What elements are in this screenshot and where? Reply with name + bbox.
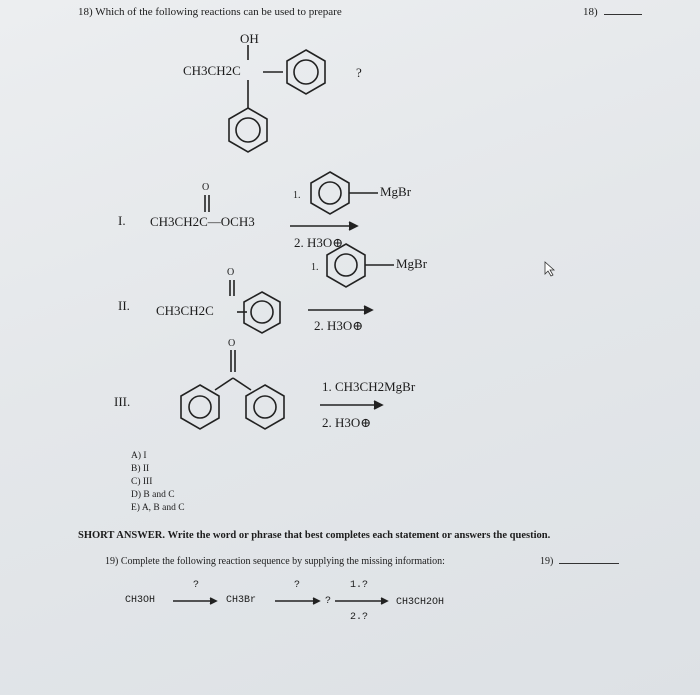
roman-I: I. xyxy=(118,213,126,228)
target-chain: CH3CH2C xyxy=(183,63,241,78)
target-oh: OH xyxy=(240,31,259,46)
question-18-text: 18) Which of the following reactions can be used to prepare xyxy=(78,6,342,18)
short-answer-header xyxy=(78,530,550,541)
phenyl-ring-I xyxy=(311,172,349,214)
step1-II: 1. xyxy=(311,262,319,273)
seq-start: CH3OH xyxy=(125,595,156,606)
target-question-mark: ? xyxy=(356,65,362,80)
reagent-I: MgBr xyxy=(380,184,412,199)
choice-d[interactable]: D) B and C xyxy=(131,490,175,500)
substrate-II: CH3CH2C xyxy=(156,303,214,318)
question-18-number: 18) xyxy=(583,6,598,18)
phenyl-ring-target-right xyxy=(287,50,325,94)
question-19-answer-slot xyxy=(540,556,619,567)
aromatic-circle-I xyxy=(319,182,341,204)
seq-q2: ? xyxy=(294,580,301,591)
phenyl-ring-III-right xyxy=(246,385,284,429)
short-answer-heading: SHORT ANSWER. xyxy=(78,530,165,541)
substrate-I: CH3CH2C—OCH3 xyxy=(150,214,255,229)
roman-III: III. xyxy=(114,394,131,409)
aromatic-circle-II-reagent xyxy=(335,254,357,276)
step1-III: 1. CH3CH2MgBr xyxy=(322,379,416,394)
phenyl-ring-target-bottom xyxy=(229,108,267,152)
phenyl-ring-III-left xyxy=(181,385,219,429)
aromatic-circle-target-right xyxy=(294,60,318,84)
choice-c[interactable]: C) III xyxy=(131,477,153,487)
step2-II: 2. H3O⊕ xyxy=(314,318,364,333)
phenyl-ring-II xyxy=(244,292,280,333)
seq-product: CH3CH2OH xyxy=(396,597,445,608)
roman-II: II. xyxy=(118,298,130,313)
seq-mid1: CH3Br xyxy=(226,595,257,606)
aromatic-circle-III-left xyxy=(189,396,211,418)
answer-choices xyxy=(131,450,185,515)
carbonyl-o-III: O xyxy=(228,338,236,349)
short-answer-instruction: Write the word or phrase that best completes each statement or answers the question. xyxy=(167,530,551,541)
step2-I: 2. H3O⊕ xyxy=(294,235,344,250)
aromatic-circle-III-right xyxy=(254,396,276,418)
aromatic-circle-II xyxy=(251,301,273,323)
cursor-icon xyxy=(545,262,554,276)
carbonyl-o-II: O xyxy=(227,267,235,278)
choice-e[interactable]: E) A, B and C xyxy=(131,503,185,513)
answer-blank-19[interactable] xyxy=(559,563,619,564)
choice-a[interactable]: A) I xyxy=(131,451,147,461)
aromatic-circle-target-bottom xyxy=(236,118,260,142)
step2-III: 2. H3O⊕ xyxy=(322,415,372,430)
question-19-number: 19) xyxy=(540,556,554,567)
seq-step1: 1.? xyxy=(350,580,369,591)
question-19-text: 19) Complete the following reaction sequence by supplying the missing information: xyxy=(105,556,445,567)
seq-mid2: ? xyxy=(325,596,332,607)
choice-b[interactable]: B) II xyxy=(131,464,150,474)
seq-step2: 2.? xyxy=(350,612,369,623)
step1-I: 1. xyxy=(293,190,301,201)
reagent-II: MgBr xyxy=(396,256,428,271)
seq-q1: ? xyxy=(193,580,200,591)
carbonyl-o-I: O xyxy=(202,182,210,193)
